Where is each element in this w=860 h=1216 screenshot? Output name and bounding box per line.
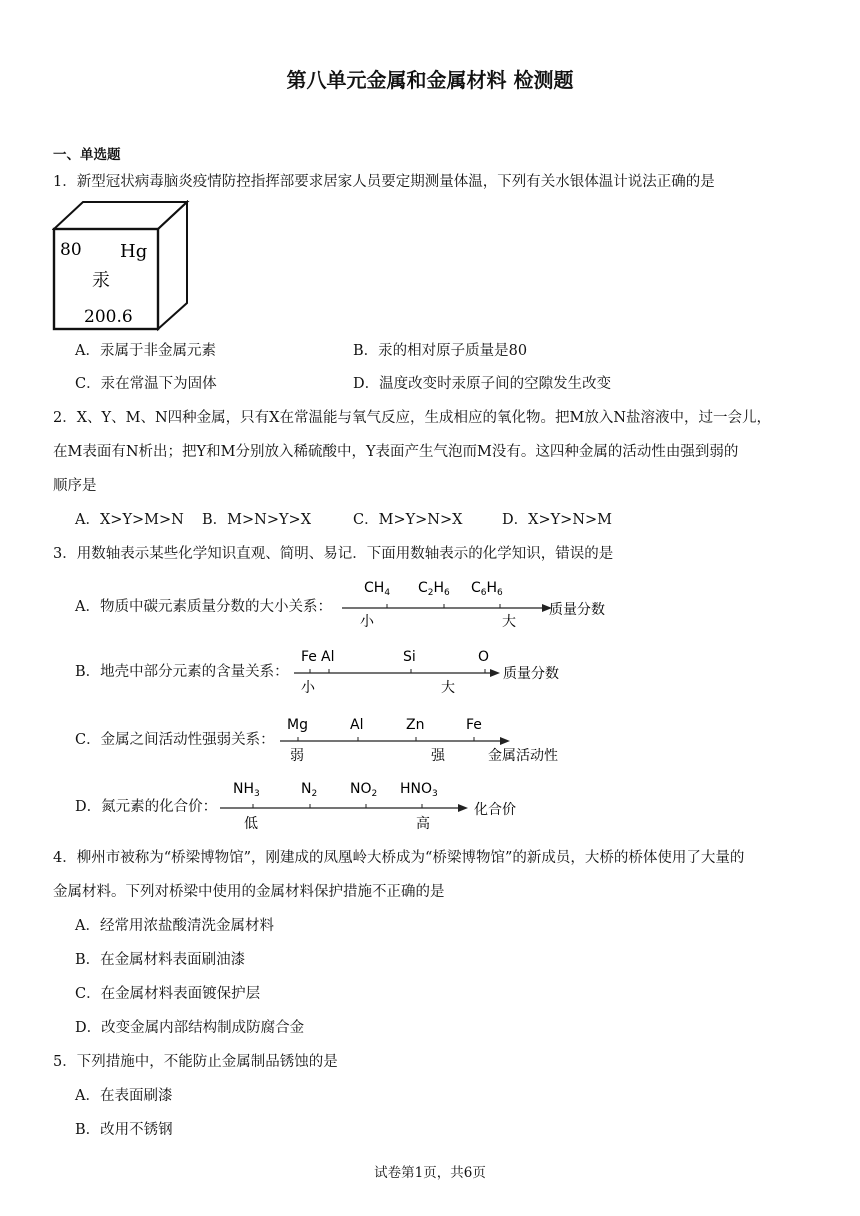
tick-nh3-sub: 3 bbox=[254, 789, 260, 799]
tick-c6h6-h: H bbox=[486, 580, 498, 596]
axis-high-label: 大 bbox=[502, 614, 516, 630]
q1-option-c[interactable]: C．汞在常温下为固体 bbox=[75, 376, 217, 392]
q5-stem: 5．下列措施中，不能防止金属制品锈蚀的是 bbox=[53, 1054, 338, 1070]
tick-fe: Fe bbox=[301, 649, 317, 665]
q4-stem-line1: 4．柳州市被称为“桥梁博物馆”，刚建成的凤凰岭大桥成为“桥梁博物馆”的新成员，大桥的桥体使用了大量的 bbox=[53, 850, 745, 866]
axis-name: 化合价 bbox=[474, 802, 516, 818]
q4-option-c[interactable]: C．在金属材料表面镀保护层 bbox=[75, 986, 261, 1002]
q2-option-b[interactable]: B．M>N>Y>X bbox=[202, 512, 312, 528]
axis-name: 金属活动性 bbox=[488, 748, 558, 764]
tick-c2h6-c: C bbox=[418, 580, 428, 596]
q1-option-b[interactable]: B．汞的相对原子质量是80 bbox=[353, 343, 528, 359]
svg-text:NH3 bbox=[233, 781, 260, 799]
axis-name: 质量分数 bbox=[503, 666, 559, 682]
q2-stem-line1: 2．X、Y、M、N四种金属，只有X在常温能与氧气反应，生成相应的氧化物。把M放入N盐溶液中，过一会儿， bbox=[53, 410, 772, 426]
q2-stem-line2: 在M表面有N析出；把Y和M分别放入稀硫酸中，Y表面产生气泡而M没有。这四种金属的活动性由强到弱的 bbox=[53, 444, 739, 460]
axis-low-label: 弱 bbox=[290, 748, 304, 764]
q3-stem: 3．用数轴表示某些化学知识直观、简明、易记．下面用数轴表示的化学知识，错误的是 bbox=[53, 546, 614, 562]
q3-option-c-label[interactable]: C．金属之间活动性强弱关系： bbox=[75, 732, 275, 748]
element-name: 汞 bbox=[92, 270, 110, 291]
atomic-mass: 200.6 bbox=[84, 307, 133, 327]
q3-option-d-number-line bbox=[218, 776, 558, 834]
axis-low-label: 小 bbox=[301, 680, 315, 696]
tick-c6h6-sub2: 6 bbox=[497, 588, 503, 598]
tick-no2: NO bbox=[350, 781, 372, 797]
page-footer: 试卷第1页，共6页 bbox=[374, 1165, 486, 1181]
svg-text:C2H6 bbox=[418, 580, 450, 598]
q1-option-a[interactable]: A．汞属于非金属元素 bbox=[75, 343, 216, 359]
q1-option-d[interactable]: D．温度改变时汞原子间的空隙发生改变 bbox=[353, 376, 612, 392]
svg-text:N2 bbox=[301, 781, 317, 799]
svg-text:HNO3 bbox=[400, 781, 438, 799]
tick-ch4-sub: 4 bbox=[384, 588, 391, 598]
q2-option-c[interactable]: C．M>Y>N>X bbox=[353, 512, 463, 528]
page-title: 第八单元金属和金属材料 检测题 bbox=[286, 68, 574, 92]
tick-c2h6-sub1: 2 bbox=[427, 588, 434, 598]
q4-option-d[interactable]: D．改变金属内部结构制成防腐合金 bbox=[75, 1020, 305, 1036]
tick-o: O bbox=[478, 649, 490, 665]
q3-option-c-number-line bbox=[278, 712, 578, 768]
tick-n2-sub: 2 bbox=[311, 789, 318, 799]
axis-high-label: 大 bbox=[441, 680, 455, 696]
atomic-number: 80 bbox=[60, 240, 82, 260]
tick-n2: N bbox=[301, 781, 312, 797]
q1-stem: 1．新型冠状病毒脑炎疫情防控指挥部要求居家人员要定期测量体温，下列有关水银体温计说法正确的是 bbox=[53, 174, 715, 190]
q3-option-a-number-line bbox=[340, 574, 650, 630]
axis-low-label: 小 bbox=[360, 614, 374, 630]
q4-stem-line2: 金属材料。下列对桥梁中使用的金属材料保护措施不正确的是 bbox=[53, 884, 445, 900]
axis-high-label: 高 bbox=[416, 816, 430, 832]
tick-c2h6-h: H bbox=[433, 580, 445, 596]
q3-option-a-label[interactable]: A．物质中碳元素质量分数的大小关系： bbox=[75, 599, 332, 615]
q2-stem-line3: 顺序是 bbox=[53, 478, 97, 494]
tick-mg: Mg bbox=[287, 717, 308, 733]
q2-option-a[interactable]: A．X>Y>M>N bbox=[75, 512, 184, 528]
svg-text:C6H6 bbox=[471, 580, 503, 598]
element-symbol: Hg bbox=[120, 241, 148, 262]
tick-fe: Fe bbox=[466, 717, 482, 733]
q4-option-a[interactable]: A．经常用浓盐酸清洗金属材料 bbox=[75, 918, 274, 934]
q3-option-b-label[interactable]: B．地壳中部分元素的含量关系： bbox=[75, 664, 289, 680]
tick-c6h6-sub1: 6 bbox=[480, 588, 487, 598]
q2-option-d[interactable]: D．X>Y>N>M bbox=[502, 512, 613, 528]
tick-no2-sub: 2 bbox=[371, 789, 378, 799]
q5-option-b[interactable]: B．改用不锈钢 bbox=[75, 1122, 173, 1138]
tick-hno3: HNO bbox=[400, 781, 433, 797]
tick-c6h6-c: C bbox=[471, 580, 481, 596]
axis-low-label: 低 bbox=[244, 816, 258, 832]
tick-ch4: CH bbox=[364, 580, 385, 596]
axis-name: 质量分数 bbox=[549, 602, 605, 618]
section-heading: 一、单选题 bbox=[53, 147, 121, 163]
q5-option-a[interactable]: A．在表面刷漆 bbox=[75, 1088, 173, 1104]
tick-si: Si bbox=[403, 649, 416, 665]
q4-option-b[interactable]: B．在金属材料表面刷油漆 bbox=[75, 952, 246, 968]
axis-high-label: 强 bbox=[431, 748, 445, 764]
tick-hno3-sub: 3 bbox=[432, 789, 438, 799]
tick-c2h6-sub2: 6 bbox=[444, 588, 450, 598]
svg-text:NO2 bbox=[350, 781, 377, 799]
svg-text:CH4 bbox=[364, 580, 390, 598]
tick-nh3: NH bbox=[233, 781, 254, 797]
mercury-element-card bbox=[52, 200, 192, 332]
tick-al: Al bbox=[321, 649, 335, 665]
tick-al: Al bbox=[350, 717, 364, 733]
tick-zn: Zn bbox=[406, 717, 425, 733]
q3-option-d-label[interactable]: D．氮元素的化合价： bbox=[75, 799, 218, 815]
q3-option-b-number-line bbox=[292, 642, 592, 698]
